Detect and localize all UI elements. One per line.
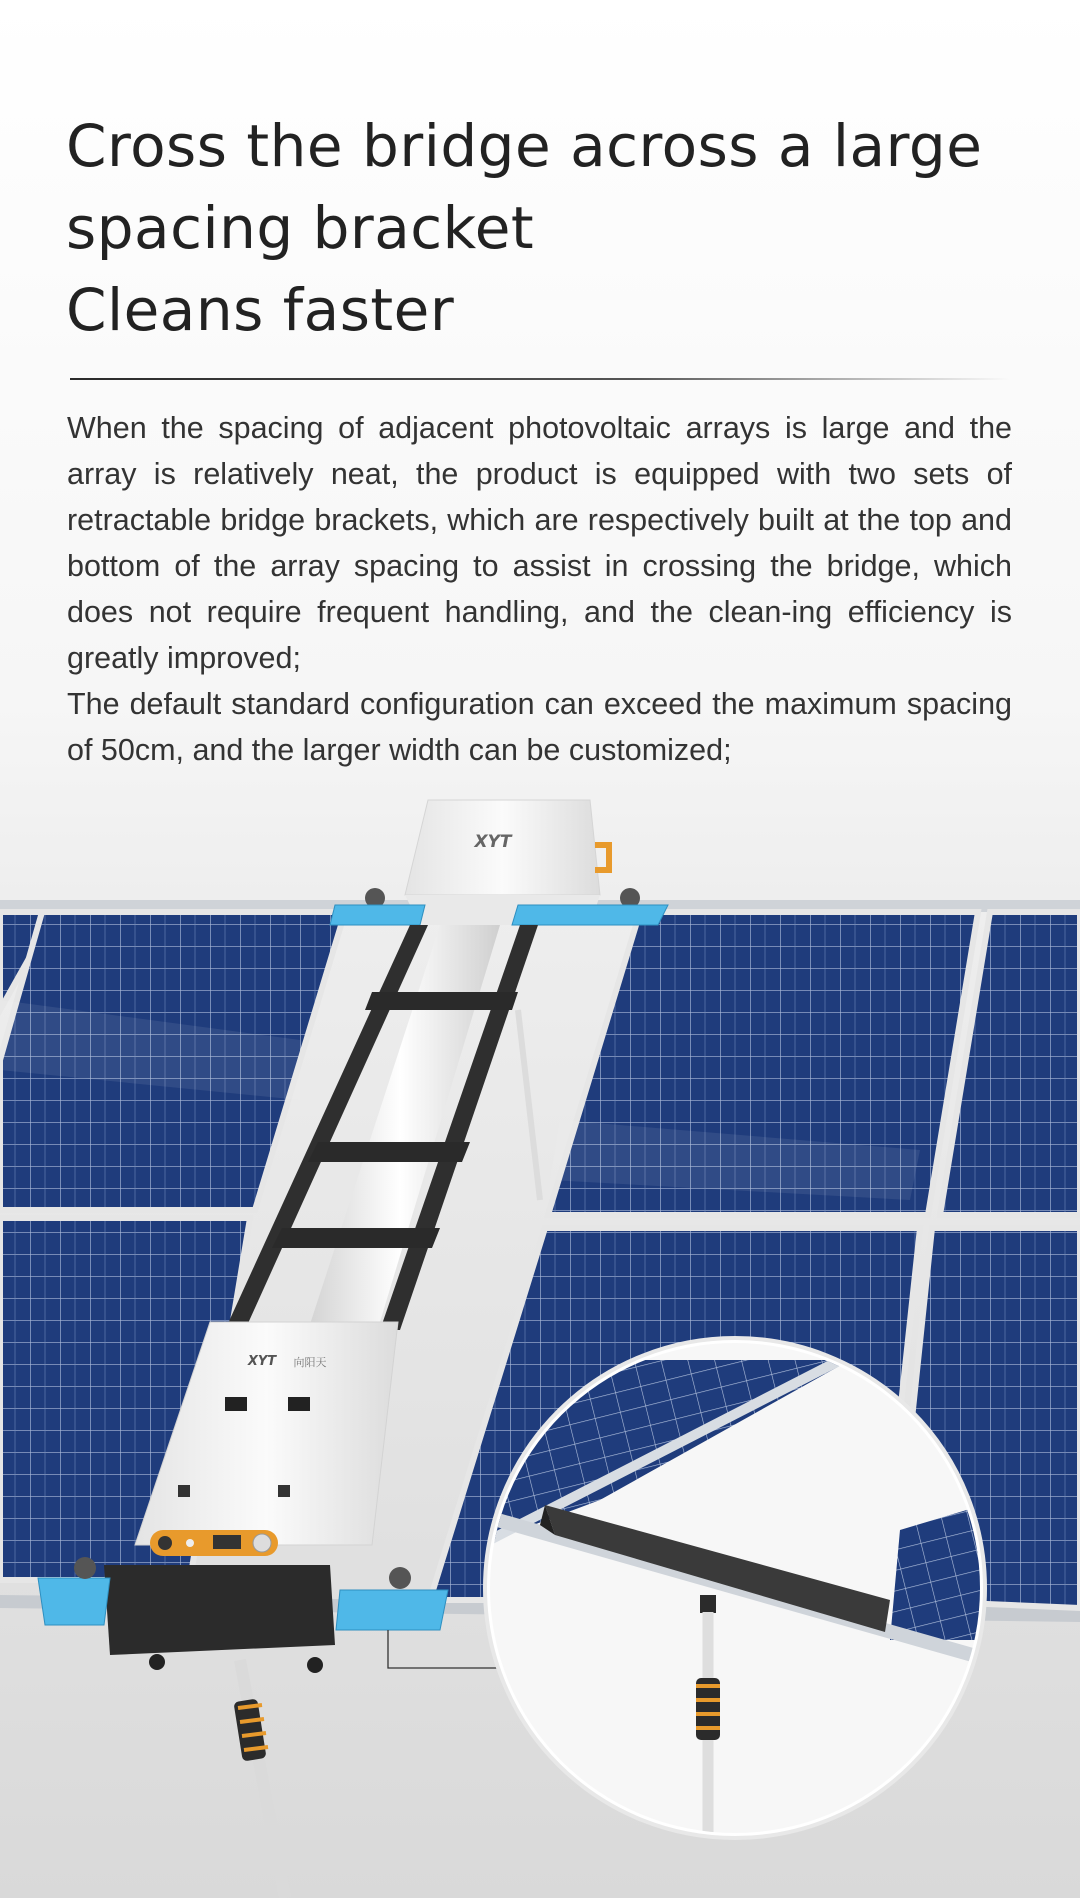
feature-description [67, 405, 1012, 773]
top-bracket-right [512, 905, 668, 925]
top-bracket-left [330, 905, 425, 925]
headline-divider [70, 378, 1010, 380]
description-paragraph-1: When the spacing of adjacent photovoltaic arrays is large and the array is relatively neat, the product is equipped with two sets of retractable bridge brackets, which are respectively built at the top and bottom of the array spacing to assist in crossing the bridge, which does not require frequent handling, and the clean-ing efficiency is greatly improved; [67, 411, 1012, 675]
feature-headline [66, 105, 1026, 351]
top-head-logo: XYT [474, 832, 512, 852]
bottom-body-logo: XYT [247, 1354, 277, 1369]
bottom-body-logo-cn: 向阳天 [293, 1356, 327, 1369]
headline-line-2: spacing bracket [66, 194, 535, 262]
bottom-bracket-left [38, 1578, 110, 1625]
description-paragraph-2: The default standard configuration can exceed the maximum spacing of 50cm, and the larger width can be customized; [67, 687, 1012, 767]
headline-line-1: Cross the bridge across a large [66, 112, 983, 180]
headline-line-3: Cleans faster [66, 276, 455, 344]
product-illustration [0, 780, 1080, 1898]
bottom-bracket-right [336, 1590, 448, 1630]
